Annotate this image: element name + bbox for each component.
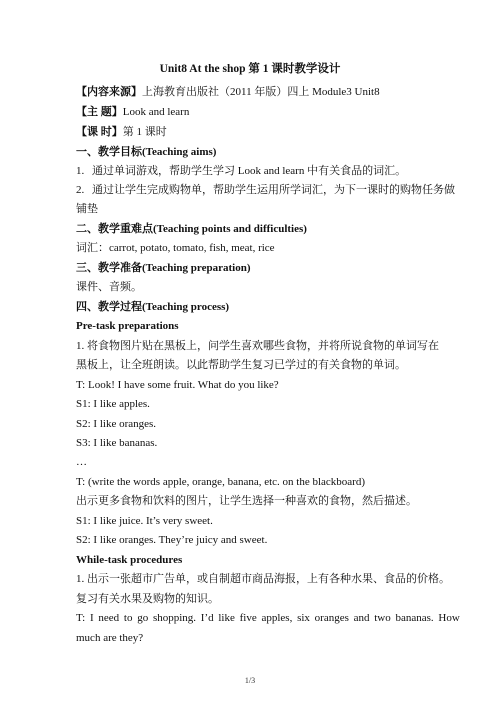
dialogue-line: S2: I like oranges. xyxy=(76,418,157,430)
topic-value: Look and learn xyxy=(122,106,190,118)
aim-item-1-text: 通过单词游戏，帮助学生学习 Look and learn 中有关食品的词汇。 xyxy=(92,165,407,177)
while-task-paragraph-1b: 复习有关水果及购物的知识。 xyxy=(76,593,219,605)
pre-task-paragraph-1a: 1. 将食物图片贴在黑板上，问学生喜欢哪些食物，并将所说食物的单词写在 xyxy=(76,340,439,352)
dialogue-line: T: Look! I have some fruit. What do you like? xyxy=(76,379,279,391)
aim-item-1-number: 1. xyxy=(76,165,85,177)
dialogue-line: S2: I like oranges. They’re juicy and sweet. xyxy=(76,534,268,546)
preparation-line: 课件、音频。 xyxy=(76,281,142,293)
aim-item-2 xyxy=(76,183,455,197)
pre-task-paragraph-1b: 黑板上，让全班朗读。以此帮助学生复习已学过的有关食物的单词。 xyxy=(76,359,406,371)
aim-item-2-text: 通过让学生完成购物单，帮助学生运用所学词汇，为下一课时的购物任务做 xyxy=(92,184,455,196)
section-heading-process: 四、教学过程(Teaching process) xyxy=(76,301,230,313)
section-heading-aims: 一、教学目标(Teaching aims) xyxy=(76,146,217,158)
section-heading-points: 二、教学重难点(Teaching points and difficulties) xyxy=(76,223,307,235)
aim-item-2-number: 2. xyxy=(76,184,85,196)
dialogue-line: T: (write the words apple, orange, banana, etc. on the blackboard) xyxy=(76,476,366,488)
source-value: 上海教育出版社（2011 年版）四上 Module3 Unit8 xyxy=(142,86,380,98)
section-heading-preparation: 三、教学准备(Teaching preparation) xyxy=(76,262,251,274)
ellipsis-line: … xyxy=(76,456,87,468)
aim-item-1 xyxy=(76,164,432,178)
aim-item-2-continued: 铺垫 xyxy=(76,203,98,215)
topic-label: 【主 题】 xyxy=(76,106,123,118)
subheading-pre-task: Pre-task preparations xyxy=(76,320,179,332)
source-label: 【内容来源】 xyxy=(76,86,142,98)
topic-line xyxy=(76,105,432,119)
dialogue-line: S3: I like bananas. xyxy=(76,437,158,449)
dialogue-line: much are they? xyxy=(76,632,144,644)
page-number: 1/3 xyxy=(244,676,256,685)
dialogue-line: S1: I like apples. xyxy=(76,398,150,410)
period-line xyxy=(76,125,432,139)
period-label: 【课 时】 xyxy=(76,126,123,138)
document-title: Unit8 At the shop 第 1 课时教学设计 xyxy=(159,63,341,75)
vocabulary-line: 词汇：carrot, potato, tomato, fish, meat, rice xyxy=(76,242,275,254)
pre-task-paragraph-2: 出示更多食物和饮料的图片，让学生选择一种喜欢的食物，然后描述。 xyxy=(76,495,417,507)
while-task-paragraph-1a: 1. 出示一张超市广告单，或自制超市商品海报，上有各种水果、食品的价格。 xyxy=(76,573,450,585)
dialogue-line: T: I need to go shopping. I’d like five apples, six oranges and two bananas. How xyxy=(76,612,460,624)
period-value: 第 1 课时 xyxy=(122,126,167,138)
dialogue-line: S1: I like juice. It’s very sweet. xyxy=(76,515,213,527)
source-line xyxy=(76,85,432,99)
subheading-while-task: While-task procedures xyxy=(76,554,183,566)
